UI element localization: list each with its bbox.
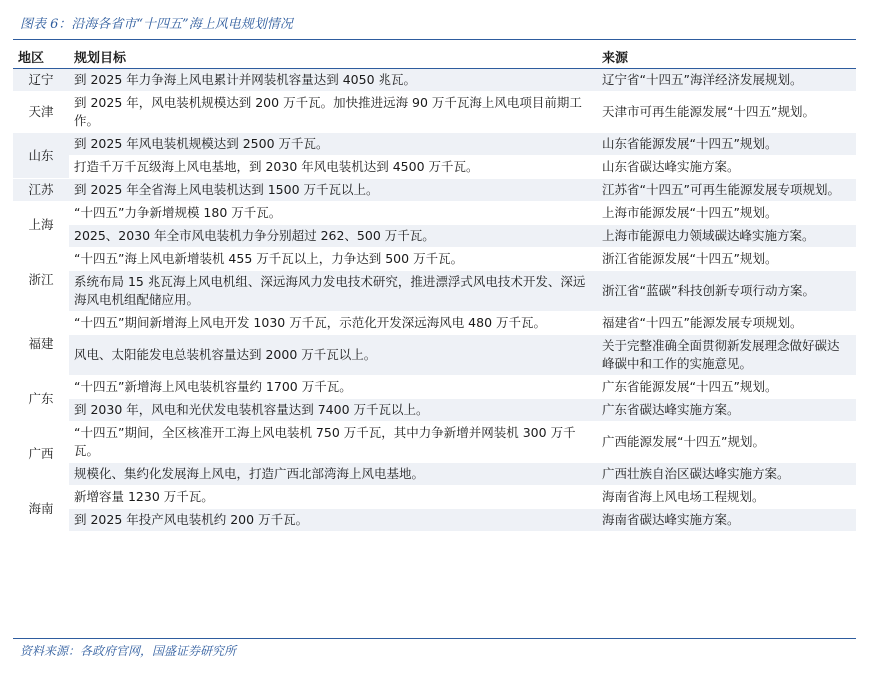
source-cell: 山东省能源发展“十四五”规划。 [597,133,856,156]
region-cell: 海南 [13,486,69,532]
source-cell: 辽宁省“十四五”海洋经济发展规划。 [597,69,856,92]
header-row [13,44,856,69]
target-cell: 到 2030 年，风电和光伏发电装机容量达到 7400 万千瓦以上。 [69,399,597,422]
region-cell: 江苏 [13,179,69,202]
target-cell: 到 2025 年风电装机规模达到 2500 万千瓦。 [69,133,597,156]
table-row [13,92,856,133]
table-row [13,133,856,156]
table-row [13,225,856,248]
table-body [13,69,856,532]
table-row [13,179,856,202]
table-row [13,335,856,376]
region-cell: 天津 [13,92,69,133]
source-cell: 山东省碳达峰实施方案。 [597,156,856,179]
region-cell: 福建 [13,312,69,376]
target-cell: “十四五”力争新增规模 180 万千瓦。 [69,202,597,225]
table-row [13,509,856,532]
table-row [13,486,856,509]
region-cell: 广西 [13,422,69,486]
target-cell: 新增容量 1230 万千瓦。 [69,486,597,509]
target-cell: 到 2025 年，风电装机规模达到 200 万千瓦。加快推进远海 90 万千瓦海上风电项目前期工作。 [69,92,597,133]
table-row [13,312,856,335]
target-cell: 风电、太阳能发电总装机容量达到 2000 万千瓦以上。 [69,335,597,376]
target-cell: 2025、2030 年全市风电装机力争分别超过 262、500 万千瓦。 [69,225,597,248]
target-cell: “十四五”期间，全区核准开工海上风电装机 750 万千瓦，其中力争新增并网装机 300 万千瓦。 [69,422,597,463]
region-cell: 上海 [13,202,69,248]
source-cell: 天津市可再生能源发展“十四五”规划。 [597,92,856,133]
source-cell: 广东省能源发展“十四五”规划。 [597,376,856,399]
table-row [13,399,856,422]
bottom-rule [13,638,856,639]
source-cell: 浙江省能源发展“十四五”规划。 [597,248,856,271]
header-region: 地区 [13,44,69,69]
source-cell: 广东省碳达峰实施方案。 [597,399,856,422]
target-cell: 规模化、集约化发展海上风电，打造广西北部湾海上风电基地。 [69,463,597,486]
table-row [13,202,856,225]
source-cell: 海南省碳达峰实施方案。 [597,509,856,532]
source-cell: 浙江省“蓝碳”科技创新专项行动方案。 [597,271,856,312]
source-cell: 广西壮族自治区碳达峰实施方案。 [597,463,856,486]
source-cell: 江苏省“十四五”可再生能源发展专项规划。 [597,179,856,202]
target-cell: “十四五”海上风电新增装机 455 万千瓦以上，力争达到 500 万千瓦。 [69,248,597,271]
source-cell: 关于完整准确全面贯彻新发展理念做好碳达峰碳中和工作的实施意见。 [597,335,856,376]
region-cell: 广东 [13,376,69,422]
figure-caption: 图表 6：沿海各省市“十四五”海上风电规划情况 [20,17,293,32]
source-cell: 上海市能源电力领域碳达峰实施方案。 [597,225,856,248]
table-row [13,463,856,486]
header-target: 规划目标 [69,44,597,69]
header-source: 来源 [597,44,856,69]
table-row [13,156,856,179]
source-cell: 福建省“十四五”能源发展专项规划。 [597,312,856,335]
region-cell: 山东 [13,133,69,179]
region-cell: 浙江 [13,248,69,312]
target-cell: 系统布局 15 兆瓦海上风电机组、深远海风力发电技术研究，推进漂浮式风电技术开发、深远海风电机组配储应用。 [69,271,597,312]
top-rule [13,39,856,40]
source-cell: 广西能源发展“十四五”规划。 [597,422,856,463]
table-row [13,422,856,463]
source-cell: 海南省海上风电场工程规划。 [597,486,856,509]
source-cell: 上海市能源发展“十四五”规划。 [597,202,856,225]
target-cell: “十四五”新增海上风电装机容量约 1700 万千瓦。 [69,376,597,399]
table-row [13,376,856,399]
target-cell: “十四五”期间新增海上风电开发 1030 万千瓦，示范化开发深远海风电 480 万千瓦。 [69,312,597,335]
region-cell: 辽宁 [13,69,69,92]
source-note: 资料来源：各政府官网，国盛证券研究所 [20,644,237,658]
table-row [13,271,856,312]
target-cell: 到 2025 年投产风电装机约 200 万千瓦。 [69,509,597,532]
table-row [13,248,856,271]
target-cell: 打造千万千瓦级海上风电基地，到 2030 年风电装机达到 4500 万千瓦。 [69,156,597,179]
target-cell: 到 2025 年全省海上风电装机达到 1500 万千瓦以上。 [69,179,597,202]
target-cell: 到 2025 年力争海上风电累计并网装机容量达到 4050 兆瓦。 [69,69,597,92]
table-row [13,69,856,92]
wind-plan-table [13,44,856,532]
